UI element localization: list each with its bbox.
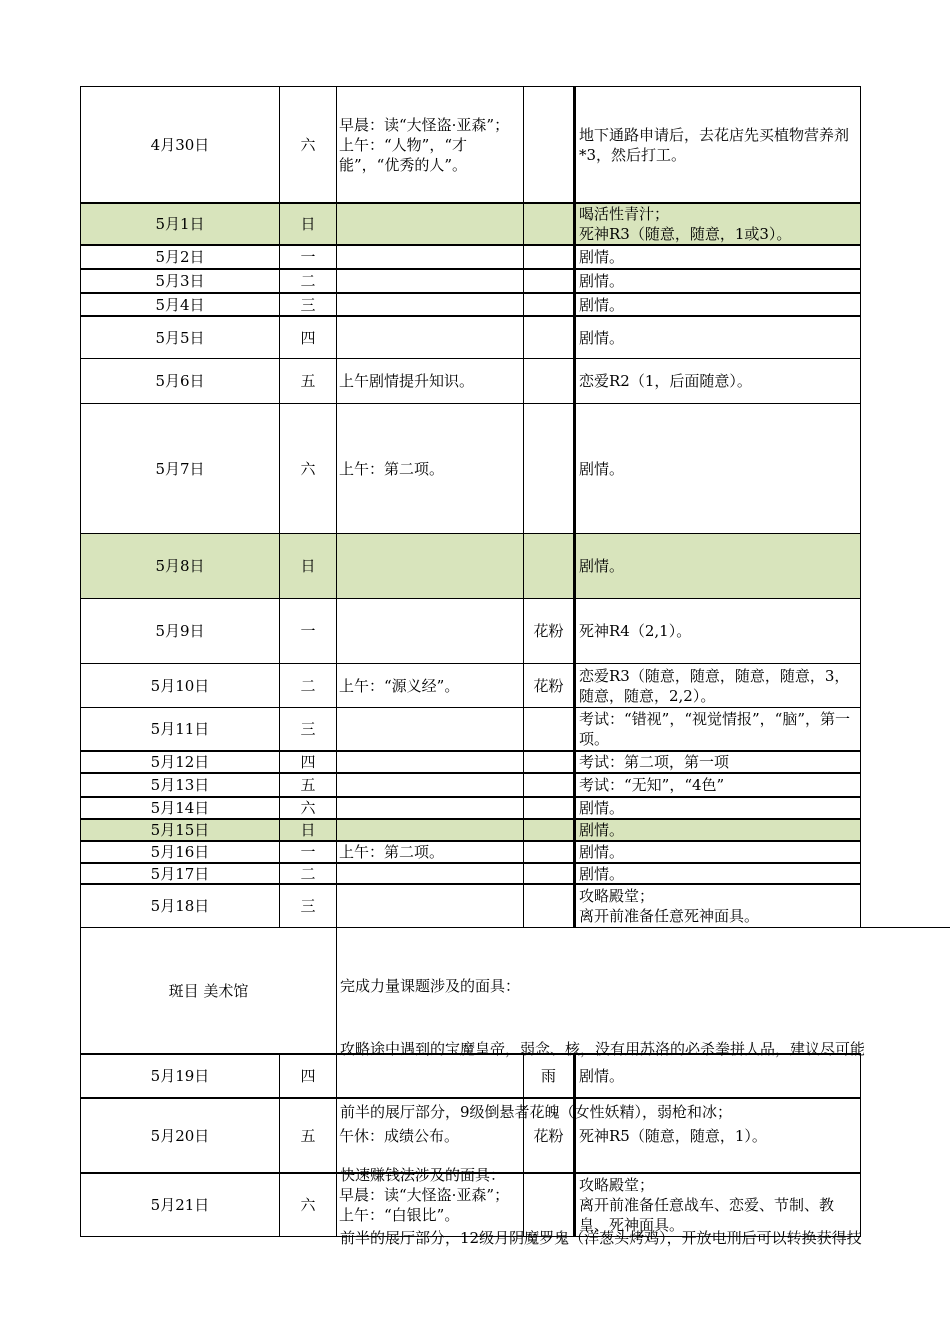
table-row <box>80 86 861 202</box>
weekday-cell: 一 <box>279 598 336 663</box>
date-cell: 5月7日 <box>80 403 279 533</box>
note2-cell <box>523 268 574 292</box>
table-row <box>80 202 861 244</box>
date-cell: 5月20日 <box>80 1097 279 1172</box>
date-cell: 5月3日 <box>80 268 279 292</box>
weekday-cell: 二 <box>279 663 336 707</box>
note3-cell: 考试：第二项，第一项 <box>574 750 861 772</box>
table-row <box>80 268 861 292</box>
note1-cell <box>336 707 523 750</box>
schedule-sheet <box>80 86 950 1247</box>
note3-cell: 剧情。 <box>574 268 861 292</box>
note1-cell: 早晨：读“大怪盗·亚森”； 上午：“人物”，“才能”，“优秀的人”。 <box>336 86 523 202</box>
note3-cell: 剧情。 <box>574 244 861 268</box>
note2-cell <box>523 358 574 403</box>
table-row <box>80 862 861 883</box>
date-cell: 5月6日 <box>80 358 279 403</box>
note2-cell <box>523 883 574 927</box>
note3-cell: 考试：“错视”，“视觉情报”，“脑”，第一项。 <box>574 707 861 750</box>
note2-cell <box>523 86 574 202</box>
date-cell: 5月4日 <box>80 292 279 315</box>
table-row <box>80 244 861 268</box>
note1-cell <box>336 315 523 358</box>
table-row <box>80 598 861 663</box>
note2-cell <box>523 292 574 315</box>
note2-cell: 雨 <box>523 1053 574 1097</box>
date-cell: 5月17日 <box>80 862 279 883</box>
museum-line: 完成力量课题涉及的面具： <box>340 977 521 995</box>
weekday-cell: 三 <box>279 883 336 927</box>
weekday-cell: 四 <box>279 1053 336 1097</box>
museum-label: 斑目 美术馆 <box>80 927 336 1053</box>
note3-cell: 剧情。 <box>574 292 861 315</box>
date-cell: 5月14日 <box>80 796 279 818</box>
weekday-cell: 六 <box>279 796 336 818</box>
date-cell: 5月18日 <box>80 883 279 927</box>
table-row <box>80 707 861 750</box>
note1-cell: 上午：第二项。 <box>336 840 523 862</box>
note3-cell: 剧情。 <box>574 818 861 840</box>
note2-cell <box>523 796 574 818</box>
note1-cell <box>336 862 523 883</box>
weekday-cell: 五 <box>279 1097 336 1172</box>
table-row <box>80 292 861 315</box>
note3-cell: 死神R4（2,1）。 <box>574 598 861 663</box>
table-row <box>80 533 861 598</box>
date-cell: 5月8日 <box>80 533 279 598</box>
weekday-cell: 四 <box>279 315 336 358</box>
note3-cell: 剧情。 <box>574 840 861 862</box>
date-cell: 5月11日 <box>80 707 279 750</box>
note3-cell: 恋爱R3（随意，随意，随意，随意，3，随意，随意，2,2）。 <box>574 663 861 707</box>
note3-cell: 剧情。 <box>574 315 861 358</box>
note1-cell <box>336 883 523 927</box>
date-cell: 5月21日 <box>80 1172 279 1236</box>
weekday-cell: 二 <box>279 268 336 292</box>
table-row <box>80 840 861 862</box>
date-cell: 5月16日 <box>80 840 279 862</box>
note1-cell <box>336 292 523 315</box>
table-row <box>80 358 861 403</box>
note1-cell <box>336 796 523 818</box>
table-row <box>80 818 861 840</box>
weekday-cell: 一 <box>279 840 336 862</box>
note3-cell: 攻略殿堂； 离开前准备任意死神面具。 <box>574 883 861 927</box>
note1-cell: 午休：成绩公布。 <box>336 1097 523 1172</box>
note1-cell <box>336 1053 523 1097</box>
table-row <box>80 772 861 796</box>
note1-cell <box>336 202 523 244</box>
date-cell: 5月9日 <box>80 598 279 663</box>
weekday-cell: 五 <box>279 358 336 403</box>
note3-cell: 剧情。 <box>574 403 861 533</box>
weekday-cell: 六 <box>279 403 336 533</box>
weekday-cell: 五 <box>279 772 336 796</box>
note2-cell <box>523 244 574 268</box>
note1-cell <box>336 533 523 598</box>
weekday-cell: 六 <box>279 86 336 202</box>
weekday-cell: 日 <box>279 533 336 598</box>
note2-cell <box>523 202 574 244</box>
date-cell: 5月5日 <box>80 315 279 358</box>
note3-cell: 恋爱R2（1，后面随意）。 <box>574 358 861 403</box>
date-cell: 5月13日 <box>80 772 279 796</box>
note2-cell: 花粉 <box>523 663 574 707</box>
note2-cell <box>523 707 574 750</box>
note3-cell: 剧情。 <box>574 862 861 883</box>
note2-cell <box>523 772 574 796</box>
museum-line: 快速赚钱法涉及的面具： <box>340 1166 506 1184</box>
note2-cell <box>523 818 574 840</box>
table-row <box>80 796 861 818</box>
note2-cell <box>523 862 574 883</box>
note3-cell: 攻略殿堂； 离开前准备任意战车、恋爱、节制、教皇、死神面具。 <box>574 1172 861 1236</box>
weekday-cell: 二 <box>279 862 336 883</box>
note2-cell <box>523 840 574 862</box>
note3-cell: 地下通路申请后，去花店先买植物营养剂*3，然后打工。 <box>574 86 861 202</box>
note1-cell <box>336 818 523 840</box>
note3-cell: 剧情。 <box>574 796 861 818</box>
note2-cell: 花粉 <box>523 598 574 663</box>
date-cell: 5月15日 <box>80 818 279 840</box>
weekday-cell: 四 <box>279 750 336 772</box>
note2-cell <box>523 403 574 533</box>
museum-line: 攻略途中遇到的宝魔皇帝，弱念、核，没有用苏洛的必杀拳拼人品，建议尽可能 <box>340 1040 866 1058</box>
note1-cell <box>336 598 523 663</box>
table-row <box>80 883 861 927</box>
note2-cell <box>523 315 574 358</box>
museum-line: 前半的展厅部分，12级月阴魔罗鬼（洋葱头烤鸡），开放电刑后可以转换获得技 <box>340 1229 862 1247</box>
date-cell: 5月2日 <box>80 244 279 268</box>
note1-cell: 早晨：读“大怪盗·亚森”； 上午：“白银比”。 <box>336 1172 523 1236</box>
table-row <box>80 1097 861 1172</box>
date-cell: 5月19日 <box>80 1053 279 1097</box>
weekday-cell: 三 <box>279 707 336 750</box>
note3-cell: 考试：“无知”，“4色” <box>574 772 861 796</box>
table-row <box>80 1053 861 1097</box>
table-row <box>80 315 861 358</box>
note3-cell: 剧情。 <box>574 1053 861 1097</box>
note3-cell: 死神R5（随意，随意，1）。 <box>574 1097 861 1172</box>
note2-cell <box>523 533 574 598</box>
date-cell: 5月10日 <box>80 663 279 707</box>
date-cell: 4月30日 <box>80 86 279 202</box>
date-cell: 5月12日 <box>80 750 279 772</box>
note3-cell: 剧情。 <box>574 533 861 598</box>
note3-cell: 喝活性青汁； 死神R3（随意，随意，1或3）。 <box>574 202 861 244</box>
note1-cell <box>336 244 523 268</box>
table-row <box>80 663 861 707</box>
note1-cell <box>336 268 523 292</box>
note1-cell: 上午剧情提升知识。 <box>336 358 523 403</box>
note2-cell <box>523 750 574 772</box>
weekday-cell: 日 <box>279 202 336 244</box>
date-cell: 5月1日 <box>80 202 279 244</box>
weekday-cell: 日 <box>279 818 336 840</box>
note2-cell <box>523 1172 574 1236</box>
museum-line: 前半的展厅部分，9级倒悬者花魄（女性妖精），弱枪和冰； <box>340 1103 733 1121</box>
note1-cell <box>336 750 523 772</box>
note2-cell: 花粉 <box>523 1097 574 1172</box>
note1-cell: 上午：“源义经”。 <box>336 663 523 707</box>
table-row <box>80 1172 861 1237</box>
table-row <box>80 403 861 533</box>
weekday-cell: 一 <box>279 244 336 268</box>
note1-cell <box>336 772 523 796</box>
table-row <box>80 750 861 772</box>
weekday-cell: 六 <box>279 1172 336 1236</box>
note1-cell: 上午：第二项。 <box>336 403 523 533</box>
weekday-cell: 三 <box>279 292 336 315</box>
